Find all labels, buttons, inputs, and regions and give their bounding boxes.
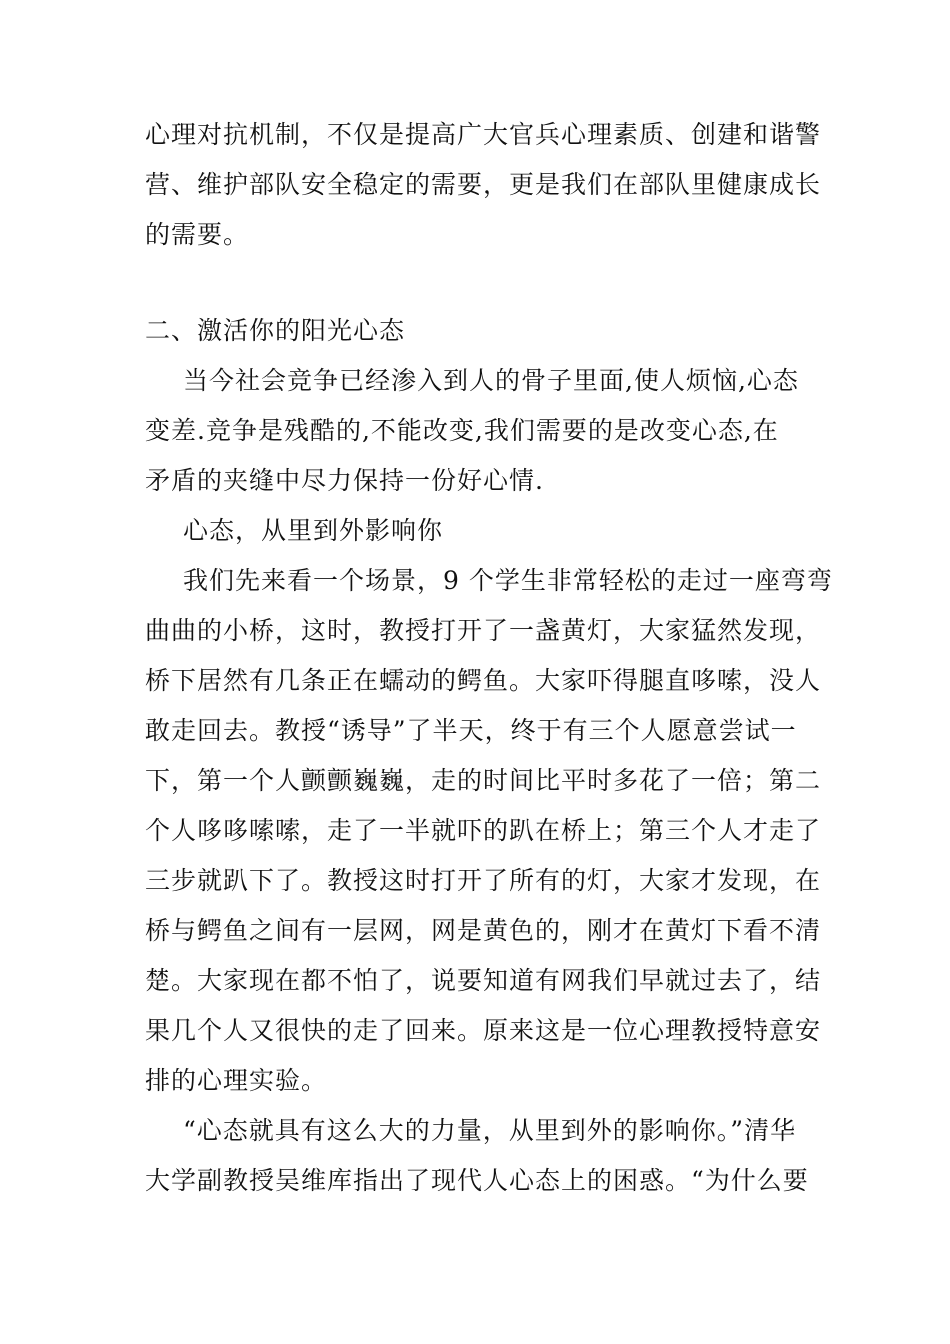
text-line: 排的心理实验。 [145, 1066, 328, 1095]
section-heading [145, 306, 805, 356]
text-line: 果几个人又很快的走了回来。原来这是一位心理教授特意安 [145, 1016, 822, 1045]
text-line: 曲曲的小桥，这时，教授打开了一盏黄灯，大家猛然发现， [145, 616, 822, 645]
paragraph-competition [145, 356, 805, 506]
text-line: 大学副教授吴维库指出了现代人心态上的困惑。“为什么要 [145, 1166, 809, 1195]
text-line: 的需要。 [145, 220, 250, 249]
text-line: 个人哆哆嗦嗦，走了一半就吓的趴在桥上；第三个人才走了 [145, 816, 822, 845]
paragraph-quote [145, 1106, 809, 1206]
text-line: 敢走回去。教授“诱导”了半天，终于有三个人愿意尝试一 [145, 716, 797, 745]
text-line: 桥与鳄鱼之间有一层网，网是黄色的，刚才在黄灯下看不清 [145, 916, 822, 945]
text-line: 下，第一个人颤颤巍巍，走的时间比平时多花了一倍；第二 [145, 766, 822, 795]
text-line: 当今社会竞争已经渗入到人的骨子里面,使人烦恼,心态 [183, 366, 799, 395]
subheading [145, 506, 805, 556]
text-line: 矛盾的夹缝中尽力保持一份好心情. [145, 466, 544, 495]
text-line: 营、维护部队安全稳定的需要，更是我们在部队里健康成长 [145, 170, 822, 199]
text-line: 变差.竞争是残酷的,不能改变,我们需要的是改变心态,在 [145, 416, 779, 445]
subheading-text: 心态，从里到外影响你 [183, 516, 444, 545]
text-line: 楚。大家现在都不怕了，说要知道有网我们早就过去了，结 [145, 966, 822, 995]
text-line: 三步就趴下了。教授这时打开了所有的灯，大家才发现，在 [145, 866, 822, 895]
text-line: 我们先来看一个场景，9 个学生非常轻松的走过一座弯弯 [183, 566, 833, 595]
text-line: “心态就具有这么大的力量，从里到外的影响你。”清华 [183, 1116, 797, 1145]
paragraph-intro [145, 110, 822, 260]
heading-text: 二、激活你的阳光心态 [145, 316, 406, 345]
text-line: 桥下居然有几条正在蠕动的鳄鱼。大家吓得腿直哆嗦，没人 [145, 666, 822, 695]
paragraph-experiment [145, 556, 833, 1106]
text-line: 心理对抗机制，不仅是提高广大官兵心理素质、创建和谐警 [145, 120, 822, 149]
